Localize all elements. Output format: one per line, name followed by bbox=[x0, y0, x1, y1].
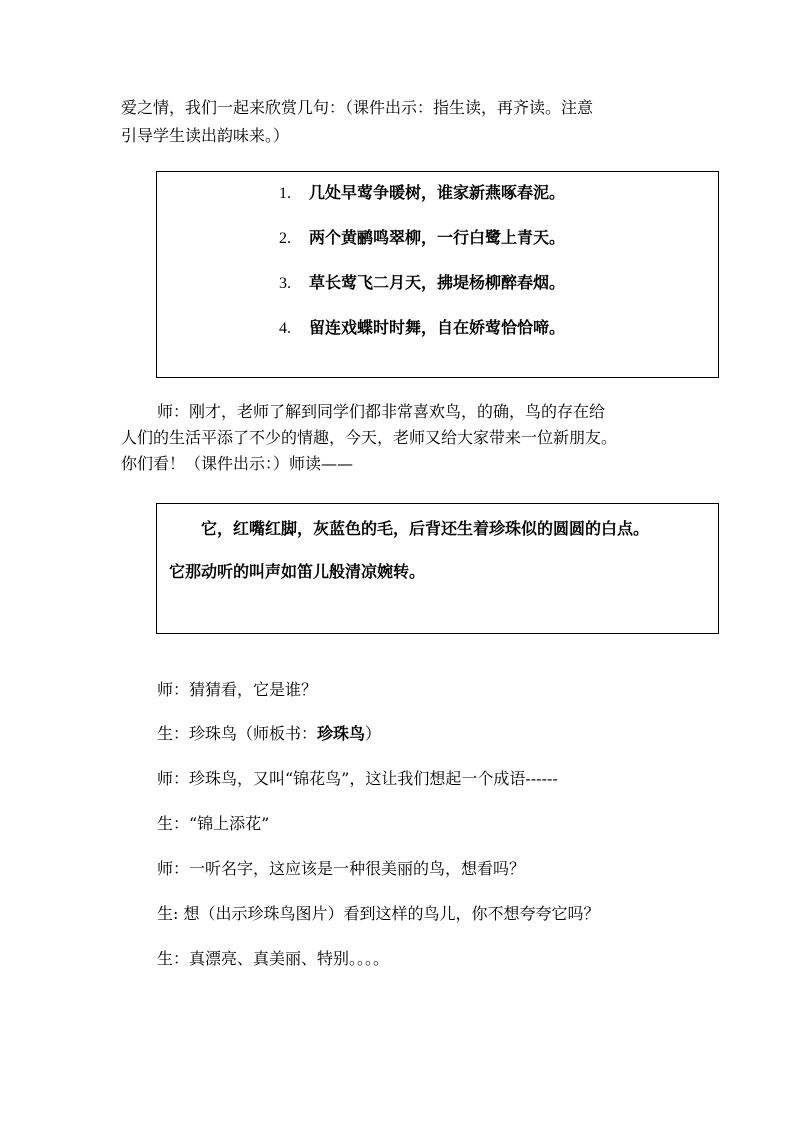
dialog-line-3: 师：珍珠鸟，又叫“锦花鸟”，这让我们想起一个成语------ bbox=[157, 769, 558, 788]
teacher-para-line-2: 人们的生活平添了不少的情趣，今天，老师又给大家带来一位新朋友。 bbox=[121, 428, 618, 447]
poem-text: 几处早莺争暖树，谁家新燕啄春泥。 bbox=[309, 183, 566, 202]
poem-box bbox=[156, 171, 719, 378]
intro-line-1: 爱之情，我们一起来欣赏几句：（课件出示：指生读，再齐读。注意 bbox=[121, 98, 594, 117]
description-line-1: 它，红嘴红脚，灰蓝色的毛，后背还生着珍珠似的圆圆的白点。 bbox=[201, 519, 650, 538]
dialog-line-4: 生：“锦上添花” bbox=[157, 814, 270, 833]
description-box bbox=[156, 503, 719, 634]
teacher-para-line-3: 你们看！（课件出示：）师读—— bbox=[121, 454, 354, 473]
dialog-text: ） bbox=[365, 724, 382, 743]
dialog-line-2 bbox=[157, 723, 381, 745]
dialog-line-1: 师：猜猜看，它是谁？ bbox=[157, 680, 318, 699]
poem-number: 1. bbox=[279, 185, 291, 202]
poem-number: 3. bbox=[279, 275, 291, 292]
poem-text: 草长莺飞二月天，拂堤杨柳醉春烟。 bbox=[309, 273, 566, 292]
poem-line-1 bbox=[279, 182, 565, 205]
dialog-text: 生：珍珠鸟（师板书： bbox=[157, 724, 318, 743]
description-line-2: 它那动听的叫声如笛儿般清凉婉转。 bbox=[169, 562, 426, 581]
teacher-para-line-1: 师：刚才，老师了解到同学们都非常喜欢鸟，的确，鸟的存在给 bbox=[157, 402, 606, 421]
dialog-line-5: 师：一听名字，这应该是一种很美丽的鸟，想看吗？ bbox=[157, 859, 526, 878]
poem-line-3 bbox=[279, 272, 565, 295]
blackboard-note: 珍珠鸟 bbox=[317, 724, 366, 743]
intro-line-2: 引导学生读出韵味来。） bbox=[121, 126, 290, 145]
poem-line-2 bbox=[279, 227, 565, 250]
poem-line-4 bbox=[279, 317, 565, 340]
poem-text: 两个黄鹂鸣翠柳，一行白鹭上青天。 bbox=[309, 228, 566, 247]
dialog-line-7: 生：真漂亮、真美丽、特别。。。。 bbox=[157, 949, 390, 968]
poem-number: 2. bbox=[279, 230, 291, 247]
poem-number: 4. bbox=[279, 320, 291, 337]
dialog-line-6: 生: 想（出示珍珠鸟图片）看到这样的鸟儿，你不想夸夸它吗？ bbox=[157, 904, 600, 923]
poem-text: 留连戏蝶时时舞，自在娇莺恰恰啼。 bbox=[309, 318, 566, 337]
